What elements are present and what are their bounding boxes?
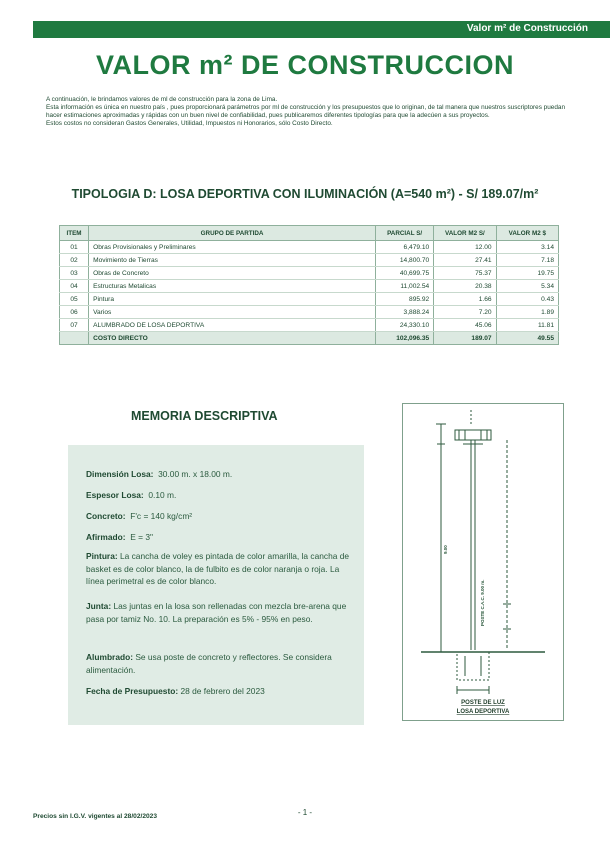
budget-table	[59, 225, 559, 345]
cell-empty	[60, 332, 89, 345]
table-total-row	[60, 332, 559, 345]
pintura-value: La cancha de voley es pintada de color amarilla, la cancha de basket es de color blanco, la de fulbito es de color naranja o roja. La línea perimetral es de color blanco.	[86, 551, 350, 586]
table-row	[60, 254, 559, 267]
junta-value: Las juntas en la losa son rellenadas con mezcla bre-arena que pasa por tamiz No. 10. La preparación es 5% - 95% en peso.	[86, 601, 347, 624]
table-row	[60, 280, 559, 293]
cell-valor-soles: 20.38	[434, 280, 496, 293]
memoria-alumbrado	[86, 651, 356, 676]
memoria-concreto	[86, 510, 356, 523]
afirmado-label: Afirmado:	[86, 532, 126, 542]
col-header-valor-soles: VALOR M2 S/	[434, 226, 496, 241]
col-header-valor-dolares: VALOR M2 $	[496, 226, 558, 241]
table-row	[60, 293, 559, 306]
fecha-value: 28 de febrero del 2023	[180, 686, 265, 696]
cell-valor-soles: 45.06	[434, 319, 496, 332]
memoria-espesor	[86, 489, 356, 502]
intro-line-1: A continuación, le brindamos valores de ml de construcción para la zona de Lima.	[46, 96, 278, 103]
intro-line-3: Estos costos no consideran Gastos Generales, Utilidad, Impuestos ni Honorarios, sólo Costo Directo.	[46, 120, 333, 128]
cell-item: 04	[60, 280, 89, 293]
cell-parcial: 14,800.70	[376, 254, 434, 267]
memoria-title: MEMORIA DESCRIPTIVA	[131, 409, 278, 423]
total-label: COSTO DIRECTO	[89, 332, 376, 345]
pole-spec-text: POSTE C.A.C. 9.00 m.	[480, 579, 485, 626]
col-header-parcial: PARCIAL S/	[376, 226, 434, 241]
memoria-junta	[86, 600, 356, 625]
height-dimension-text: 9.00	[443, 545, 448, 554]
cell-parcial: 6,479.10	[376, 241, 434, 254]
header-tag: Valor m² de Construcción	[466, 23, 588, 34]
dimension-value: 30.00 m. x 18.00 m.	[158, 469, 233, 479]
cell-item: 07	[60, 319, 89, 332]
page-number: - 1 -	[297, 808, 313, 817]
dimension-label: Dimensión Losa:	[86, 469, 154, 479]
intro-line-2: Esta información es única en nuestro país , pues proporcionará parámetros por ml de construcción y los presupuestos que lo originan, de tal manera que nuestros suscriptores puedan hacer estimaciones aproximadas y rápidas con un buen nivel de confiabilidad, pues publicaremos diferentes tipologías para que la adecúen a sus proyectos.	[46, 104, 565, 120]
cell-valor-dolares: 19.75	[496, 267, 558, 280]
cell-grupo: Obras Provisionales y Preliminares	[89, 241, 376, 254]
cell-valor-soles: 12.00	[434, 241, 496, 254]
total-valor-dolares: 49.55	[496, 332, 558, 345]
cell-valor-dolares: 1.89	[496, 306, 558, 319]
header-bar	[33, 21, 610, 38]
table-row	[60, 241, 559, 254]
cell-grupo: Varios	[89, 306, 376, 319]
page-title: VALOR m² DE CONSTRUCCION	[95, 50, 514, 80]
espesor-value: 0.10 m.	[148, 490, 177, 500]
cell-parcial: 24,330.10	[376, 319, 434, 332]
typology-subtitle: TIPOLOGIA D: LOSA DEPORTIVA CON ILUMINACIÓN (A=540 m²) - S/ 189.07/m²	[71, 187, 539, 201]
cell-item: 03	[60, 267, 89, 280]
table-row	[60, 306, 559, 319]
cell-parcial: 40,699.75	[376, 267, 434, 280]
cell-item: 02	[60, 254, 89, 267]
cell-grupo: Obras de Concreto	[89, 267, 376, 280]
cell-valor-dolares: 5.34	[496, 280, 558, 293]
table-row	[60, 319, 559, 332]
afirmado-value: E = 3"	[130, 532, 153, 542]
concreto-label: Concreto:	[86, 511, 126, 521]
figure-caption-2: LOSA DEPORTIVA	[456, 709, 510, 715]
cell-valor-dolares: 11.81	[496, 319, 558, 332]
table-row	[60, 267, 559, 280]
alumbrado-label: Alumbrado:	[86, 652, 133, 662]
espesor-label: Espesor Losa:	[86, 490, 144, 500]
concreto-value: F'c = 140 kg/cm²	[130, 511, 193, 521]
memoria-dimension	[86, 468, 356, 481]
light-pole-drawing	[402, 403, 564, 721]
figure-caption-1: POSTE DE LUZ	[461, 700, 505, 706]
pintura-label: Pintura:	[86, 551, 118, 561]
cell-valor-soles: 27.41	[434, 254, 496, 267]
cell-parcial: 3,888.24	[376, 306, 434, 319]
memoria-fecha	[86, 685, 356, 698]
cell-grupo: Estructuras Metalicas	[89, 280, 376, 293]
junta-label: Junta:	[86, 601, 112, 611]
cell-valor-soles: 7.20	[434, 306, 496, 319]
cell-valor-soles: 1.66	[434, 293, 496, 306]
memoria-pintura	[86, 550, 356, 588]
cell-valor-soles: 75.37	[434, 267, 496, 280]
cell-item: 05	[60, 293, 89, 306]
reflector-head-shape	[455, 430, 491, 440]
light-pole-diagram	[403, 404, 563, 720]
col-header-item: ITEM	[60, 226, 89, 241]
cell-valor-dolares: 0.43	[496, 293, 558, 306]
cell-parcial: 895.92	[376, 293, 434, 306]
table-header-row	[60, 226, 559, 241]
total-valor-soles: 189.07	[434, 332, 496, 345]
cell-grupo: Movimiento de Tierras	[89, 254, 376, 267]
cell-parcial: 11,002.54	[376, 280, 434, 293]
fecha-label: Fecha de Presupuesto:	[86, 686, 179, 696]
cell-valor-dolares: 7.18	[496, 254, 558, 267]
cell-valor-dolares: 3.14	[496, 241, 558, 254]
cell-grupo: ALUMBRADO DE LOSA DEPORTIVA	[89, 319, 376, 332]
alumbrado-value: Se usa poste de concreto y reflectores. Se considera alimentación.	[86, 652, 332, 675]
memoria-afirmado	[86, 531, 356, 544]
cell-grupo: Pintura	[89, 293, 376, 306]
foundation-shape	[457, 652, 489, 680]
cell-item: 06	[60, 306, 89, 319]
total-parcial: 102,096.35	[376, 332, 434, 345]
cell-item: 01	[60, 241, 89, 254]
intro-text	[46, 96, 571, 128]
memoria-box	[68, 445, 364, 725]
footer-note: Precios sin I.G.V. vigentes al 28/02/2023	[33, 813, 158, 820]
col-header-grupo: GRUPO DE PARTIDA	[89, 226, 376, 241]
